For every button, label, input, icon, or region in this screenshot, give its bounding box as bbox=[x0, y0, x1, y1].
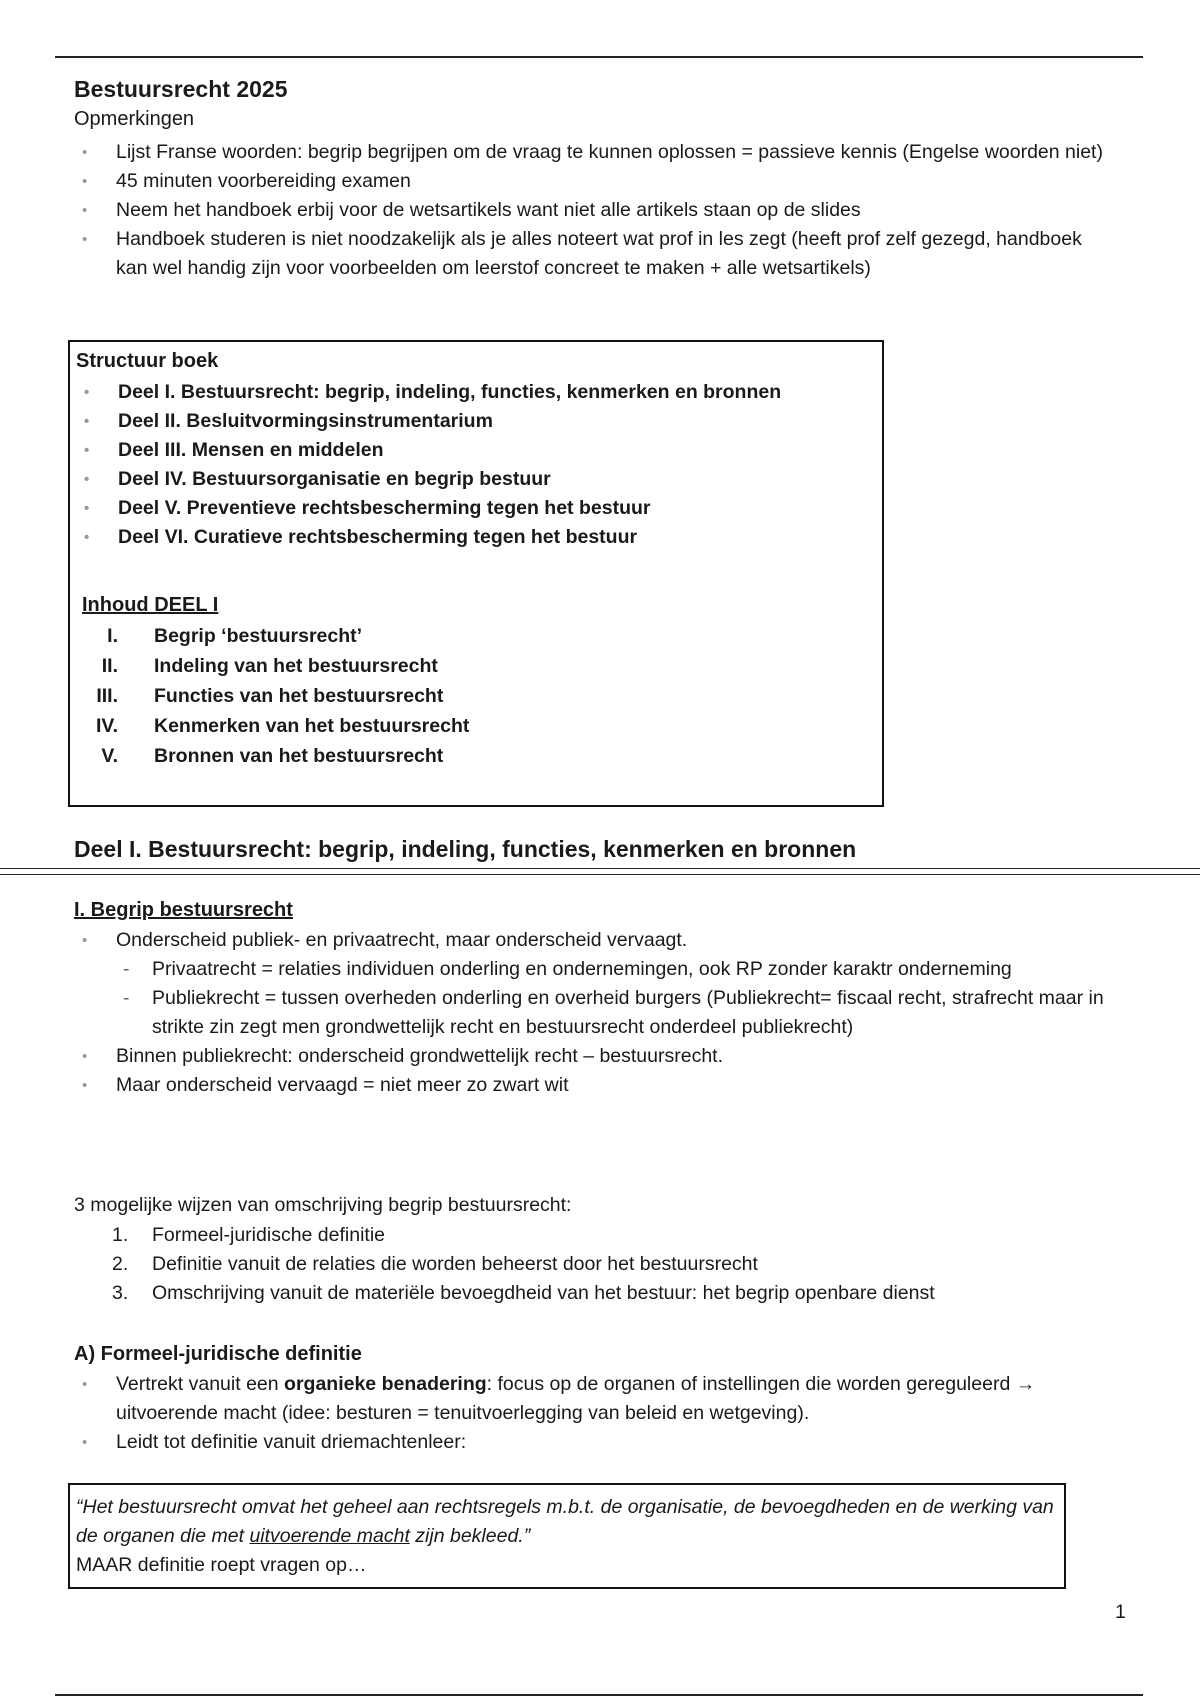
definition-box bbox=[68, 1483, 1066, 1589]
item-label: Omschrijving vanuit de materiële bevoegdheid van het bestuur: het begrip openbare dienst bbox=[152, 1282, 935, 1304]
ways-list bbox=[74, 1221, 1114, 1308]
bullet-list bbox=[74, 926, 1114, 955]
page-number: 1 bbox=[1115, 1601, 1126, 1623]
list-item: • Handboek studeren is niet noodzakelijk als je alles noteert wat prof in les zegt (heeft prof zelf gezegd, handboek kan wel handig zijn voor voorbeelden om leerstof concreet te maken + alle wetsartikels) bbox=[74, 225, 1114, 283]
item-number: IV. bbox=[95, 715, 118, 737]
subsection-heading: A) Formeel-juridische definitie bbox=[74, 1343, 362, 1365]
bottom-rule bbox=[55, 1694, 1143, 1696]
list-item: • Deel VI. Curatieve rechtsbescherming tegen het bestuur bbox=[76, 523, 876, 552]
item-label: Bronnen van het bestuursrecht bbox=[154, 745, 444, 767]
remarks-list bbox=[74, 138, 1114, 283]
quote-text: zijn bekleed.” bbox=[409, 1525, 531, 1547]
list-item bbox=[76, 651, 856, 681]
remarks-heading: Opmerkingen bbox=[74, 108, 195, 130]
list-item bbox=[74, 1250, 1114, 1279]
dash-list bbox=[74, 955, 1114, 1042]
list-item: • Deel II. Besluitvormingsinstrumentarium bbox=[76, 407, 876, 436]
item-label: Functies van het bestuursrecht bbox=[154, 685, 444, 707]
structure-heading: Structuur boek bbox=[76, 350, 219, 372]
item-label: Formeel-juridische definitie bbox=[152, 1224, 386, 1246]
list-item bbox=[76, 711, 856, 741]
list-item: - Privaatrecht = relaties individuen onderling en ondernemingen, ook RP zonder karaktr onderneming bbox=[74, 955, 1114, 984]
list-item: - Publiekrecht = tussen overheden onderling en overheid burgers (Publiekrecht= fiscaal recht, strafrecht maar in strikte zin zegt men grondwettelijk recht en bestuursrecht onderdeel publiekrecht) bbox=[74, 984, 1114, 1042]
item-number: III. bbox=[96, 685, 118, 707]
list-item: • Neem het handboek erbij voor de wetsartikels want niet alle artikels staan op de slides bbox=[74, 196, 1114, 225]
part-heading: Deel I. Bestuursrecht: begrip, indeling, functies, kenmerken en bronnen bbox=[74, 836, 857, 862]
item-number: 2. bbox=[112, 1253, 129, 1275]
list-item bbox=[76, 621, 856, 651]
definition-quote bbox=[76, 1493, 1060, 1551]
list-item: • Lijst Franse woorden: begrip begrijpen om de vraag te kunnen oplossen = passieve kennis (Engelse woorden niet) bbox=[74, 138, 1114, 167]
contents-list bbox=[76, 621, 856, 771]
item-label: Indeling van het bestuursrecht bbox=[154, 655, 438, 677]
list-item: • 45 minuten voorbereiding examen bbox=[74, 167, 1114, 196]
list-item: • Deel III. Mensen en middelen bbox=[76, 436, 876, 465]
text-run: Vertrekt vanuit een bbox=[116, 1373, 285, 1395]
list-item: • Deel I. Bestuursrecht: begrip, indeling, functies, kenmerken en bronnen bbox=[76, 378, 876, 407]
item-number: 1. bbox=[112, 1224, 129, 1246]
item-label: Begrip ‘bestuursrecht’ bbox=[154, 625, 363, 647]
structure-box bbox=[68, 340, 884, 807]
quote-text: “Het bestuursrecht omvat het geheel aan rechtsregels m.b.t. de organisatie, de bevoegdheden en de werking van de organen die met bbox=[76, 1496, 1054, 1547]
section-heading: I. Begrip bestuursrecht bbox=[74, 899, 293, 921]
section-divider bbox=[0, 868, 1200, 869]
section-divider bbox=[0, 874, 1200, 875]
definition-note: MAAR definitie roept vragen op… bbox=[76, 1554, 367, 1576]
list-item: • Maar onderscheid vervaagd = niet meer zo zwart wit bbox=[74, 1071, 1114, 1100]
item-label: Kenmerken van het bestuursrecht bbox=[154, 715, 470, 737]
list-item bbox=[76, 681, 856, 711]
list-item: • Deel V. Preventieve rechtsbescherming tegen het bestuur bbox=[76, 494, 876, 523]
text-run: : focus op de organen of instellingen die worden gereguleerd → uitvoerende macht (idee: besturen = tenuitvoerlegging van beleid en wetgeving). bbox=[116, 1373, 1036, 1424]
ways-intro: 3 mogelijke wijzen van omschrijving begrip bestuursrecht: bbox=[74, 1194, 572, 1216]
document-title: Bestuursrecht 2025 bbox=[74, 76, 288, 102]
list-item bbox=[74, 1279, 1114, 1308]
list-item bbox=[76, 741, 856, 771]
top-rule bbox=[55, 56, 1143, 58]
section1-body bbox=[74, 926, 1114, 1100]
list-item: • Binnen publiekrecht: onderscheid grondwettelijk recht – bestuursrecht. bbox=[74, 1042, 1114, 1071]
emphasis: organieke benadering bbox=[284, 1373, 487, 1395]
list-item: • Deel IV. Bestuursorganisatie en begrip bestuur bbox=[76, 465, 876, 494]
bullet-list bbox=[74, 1370, 1114, 1457]
item-number: V. bbox=[101, 745, 118, 767]
item-number: II. bbox=[101, 655, 118, 677]
item-number: 3. bbox=[112, 1282, 129, 1304]
list-item: • Leidt tot definitie vanuit driemachtenleer: bbox=[74, 1428, 1114, 1457]
list-item bbox=[74, 1370, 1114, 1428]
book-parts-list bbox=[76, 378, 876, 552]
contents-heading: Inhoud DEEL I bbox=[82, 594, 219, 616]
item-label: Definitie vanuit de relaties die worden beheerst door het bestuursrecht bbox=[152, 1253, 758, 1275]
item-number: I. bbox=[107, 625, 118, 647]
quote-underlined: uitvoerende macht bbox=[249, 1525, 410, 1547]
bullet-list bbox=[74, 1042, 1114, 1100]
list-item bbox=[74, 1221, 1114, 1250]
list-item: • Onderscheid publiek- en privaatrecht, maar onderscheid vervaagt. bbox=[74, 926, 1114, 955]
